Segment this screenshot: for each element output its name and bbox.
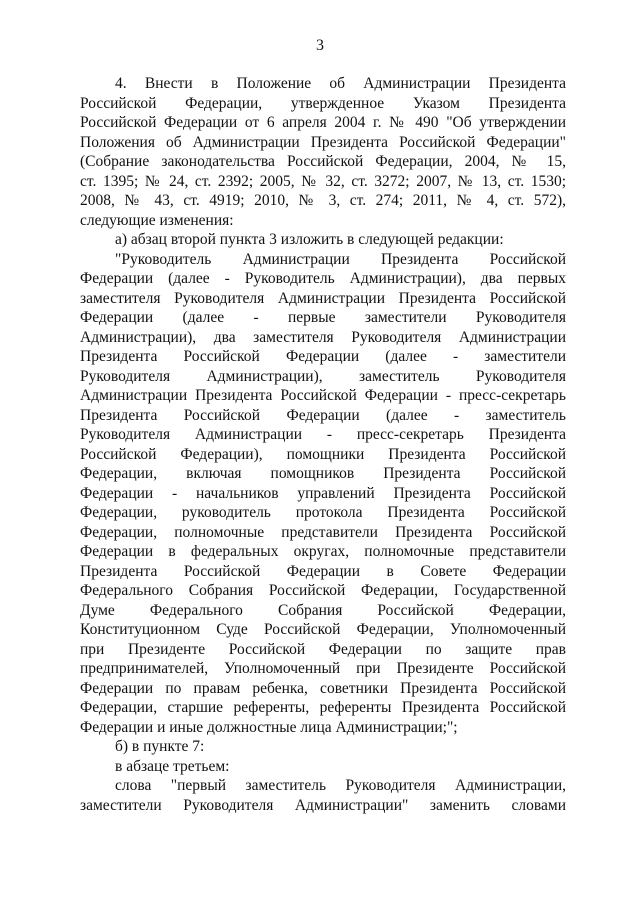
- text-line: Президента Российской Федерации в Совете Федерации: [80, 562, 566, 580]
- text-line: предпринимателей, Уполномоченный при Президенте Российской: [80, 660, 566, 677]
- text-line: Федерации, руководитель протокола Президента Российской: [80, 504, 566, 521]
- text-line: Президента Российской Федерации (далее - заместители: [80, 348, 566, 365]
- page-number: 3: [316, 37, 324, 54]
- text-line: Администрации), два заместителя Руководителя Администрации: [80, 328, 566, 346]
- text-line: Российской Федерации, утвержденное Указом Президента: [80, 94, 566, 112]
- text-line: Федерации, старшие референты, референты Президента Российской: [80, 699, 566, 716]
- text-line: "Руководитель Администрации Президента Российской: [115, 250, 566, 268]
- text-line: заместителя Руководителя Администрации Президента Российской: [80, 289, 566, 307]
- document-body: [80, 74, 566, 815]
- text-line: 4. Внести в Положение об Администрации Президента: [115, 75, 566, 92]
- text-line: Федерации, включая помощников Президента Российской: [80, 465, 566, 482]
- text-line: следующие изменения:: [80, 211, 234, 229]
- text-line: б) в пункте 7:: [115, 738, 205, 755]
- text-line: Думе Федерального Собрания Российской Федерации,: [80, 601, 566, 619]
- text-line: Федерации (далее - Руководитель Администрации), два первых: [80, 270, 566, 287]
- text-line: Конституционном Суде Российской Федерации, Уполномоченный: [80, 621, 566, 638]
- text-line: Президента Российской Федерации (далее - заместитель: [80, 406, 566, 424]
- text-line: (Собрание законодательства Российской Федерации, 2004, № 15,: [80, 153, 566, 170]
- text-line: при Президенте Российской Федерации по защите прав: [80, 640, 566, 658]
- text-line: заместители Руководителя Администрации" заменить словами: [80, 796, 566, 814]
- text-line: Руководителя Администрации), заместитель Руководителя: [80, 367, 566, 385]
- text-line: Руководителя Администрации - пресс-секретарь Президента: [80, 426, 566, 443]
- text-line: Федерации, полномочные представители Президента Российской: [80, 523, 566, 541]
- text-line: а) абзац второй пункта 3 изложить в следующей редакции:: [115, 231, 504, 248]
- text-line: ст. 1395; № 24, ст. 2392; 2005, № 32, ст. 3272; 2007, № 13, ст. 1530;: [80, 172, 566, 190]
- text-line: Федерации и иные должностные лица Администрации;";: [80, 718, 458, 736]
- text-line: Положения об Администрации Президента Российской Федерации": [80, 133, 566, 151]
- text-line: Федерации по правам ребенка, советники Президента Российской: [80, 679, 566, 697]
- text-line: 2008, № 43, ст. 4919; 2010, № 3, ст. 274; 2011, № 4, ст. 572),: [80, 192, 566, 209]
- text-line: Федерации (далее - первые заместители Руководителя: [80, 309, 566, 326]
- text-line: Федерации - начальников управлений Президента Российской: [80, 484, 566, 502]
- text-line: Администрации Президента Российской Федерации - пресс-секретарь: [80, 387, 566, 404]
- text-line: Российской Федерации от 6 апреля 2004 г. № 490 "Об утверждении: [80, 114, 566, 131]
- text-line: Федерального Собрания Российской Федерации, Государственной: [80, 582, 566, 599]
- text-line: Федерации в федеральных округах, полномочные представители: [80, 543, 566, 560]
- text-line: в абзаце третьем:: [115, 757, 230, 775]
- text-line: Российской Федерации), помощники Президента Российской: [80, 445, 566, 463]
- text-line: слова "первый заместитель Руководителя Администрации,: [115, 777, 566, 794]
